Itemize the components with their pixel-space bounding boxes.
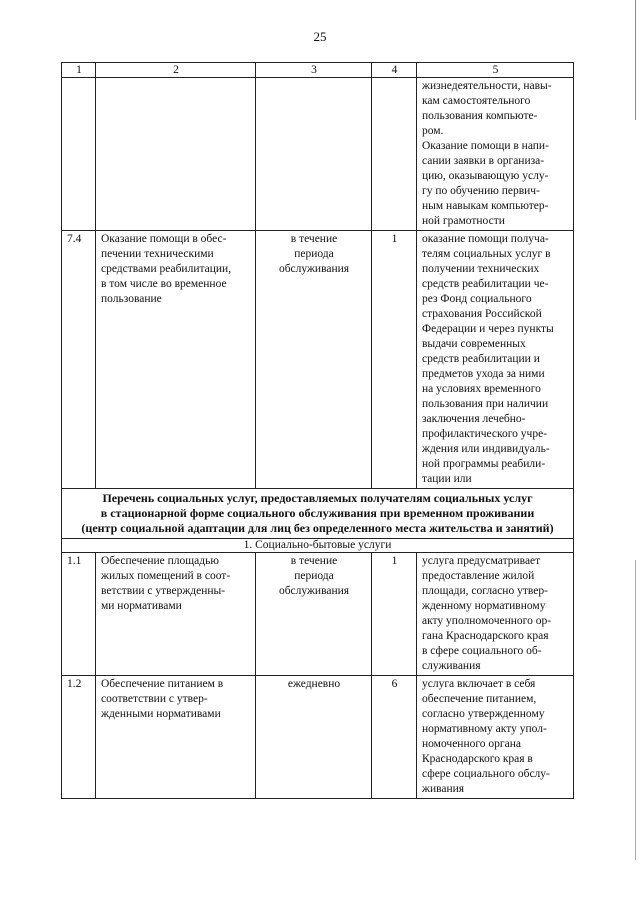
services-table <box>61 62 574 799</box>
table-row <box>62 553 574 676</box>
description-cell: услуга предусматривает предоставление жилой площади, согласно утвер- жденному нормативному акту уполномоченного ор- гана Краснодарского края в сфере социального об- служивания <box>417 553 574 676</box>
row-number-cell <box>62 78 96 231</box>
section-title-row <box>62 489 574 539</box>
header-col-5: 5 <box>417 63 574 78</box>
section-title: Перечень социальных услуг, предоставляемых получателям социальных услуг в стационарной форме социального обслуживания при временном проживании (центр социальной адаптации для лиц без определенного места жительства и занятий) <box>62 489 574 539</box>
period-cell: в течение периода обслуживания <box>256 553 372 676</box>
table-header-row <box>62 63 574 78</box>
count-cell <box>372 78 417 231</box>
count-cell: 6 <box>372 676 417 799</box>
table-row <box>62 231 574 489</box>
row-number-cell: 7.4 <box>62 231 96 489</box>
header-col-3: 3 <box>256 63 372 78</box>
subsection-title-row <box>62 539 574 553</box>
count-cell: 1 <box>372 231 417 489</box>
page-number: 25 <box>313 29 327 44</box>
period-cell: в течение периода обслуживания <box>256 231 372 489</box>
header-col-2: 2 <box>96 63 256 78</box>
description-cell: жизнедеятельности, навы- кам самостоятельного пользования компьюте- ром. Оказание помощи в напи- сании заявки в организа- цию, оказывающую услу- гу по обучению первич- ным навыкам компьютер- ной грамотности <box>417 78 574 231</box>
count-cell: 1 <box>372 553 417 676</box>
scan-edge-mark-lower <box>635 560 636 860</box>
header-col-4: 4 <box>372 63 417 78</box>
description-cell: услуга включает в себя обеспечение питанием, согласно утвержденному нормативному акту упол- номоченного органа Краснодарского края в сфере социального обслу- живания <box>417 676 574 799</box>
description-cell: оказание помощи получа- телям социальных услуг в получении технических средств реабилитации че- рез Фонд социального страхования Российской Федерации и через пункты выдачи современных средств реабилитации и предметов ухода за ними на условиях временного пользования при наличии заключения лечебно- профилактического учре- ждения или индивидуаль- ной программы реабили- тации или <box>417 231 574 489</box>
period-cell: ежедневно <box>256 676 372 799</box>
service-name-cell: Обеспечение питанием в соответствии с утвер- жденными нормативами <box>96 676 256 799</box>
table-row <box>62 676 574 799</box>
table-row <box>62 78 574 231</box>
service-name-cell <box>96 78 256 231</box>
row-number-cell: 1.1 <box>62 553 96 676</box>
scan-edge-mark <box>635 0 636 120</box>
service-name-cell: Обеспечение площадью жилых помещений в соот- ветствии с утвержденны- ми нормативами <box>96 553 256 676</box>
header-col-1: 1 <box>62 63 96 78</box>
service-name-cell: Оказание помощи в обес- печении техническими средствами реабилитации, в том числе во временное пользование <box>96 231 256 489</box>
period-cell <box>256 78 372 231</box>
row-number-cell: 1.2 <box>62 676 96 799</box>
subsection-title: 1. Социально-бытовые услуги <box>62 539 574 553</box>
